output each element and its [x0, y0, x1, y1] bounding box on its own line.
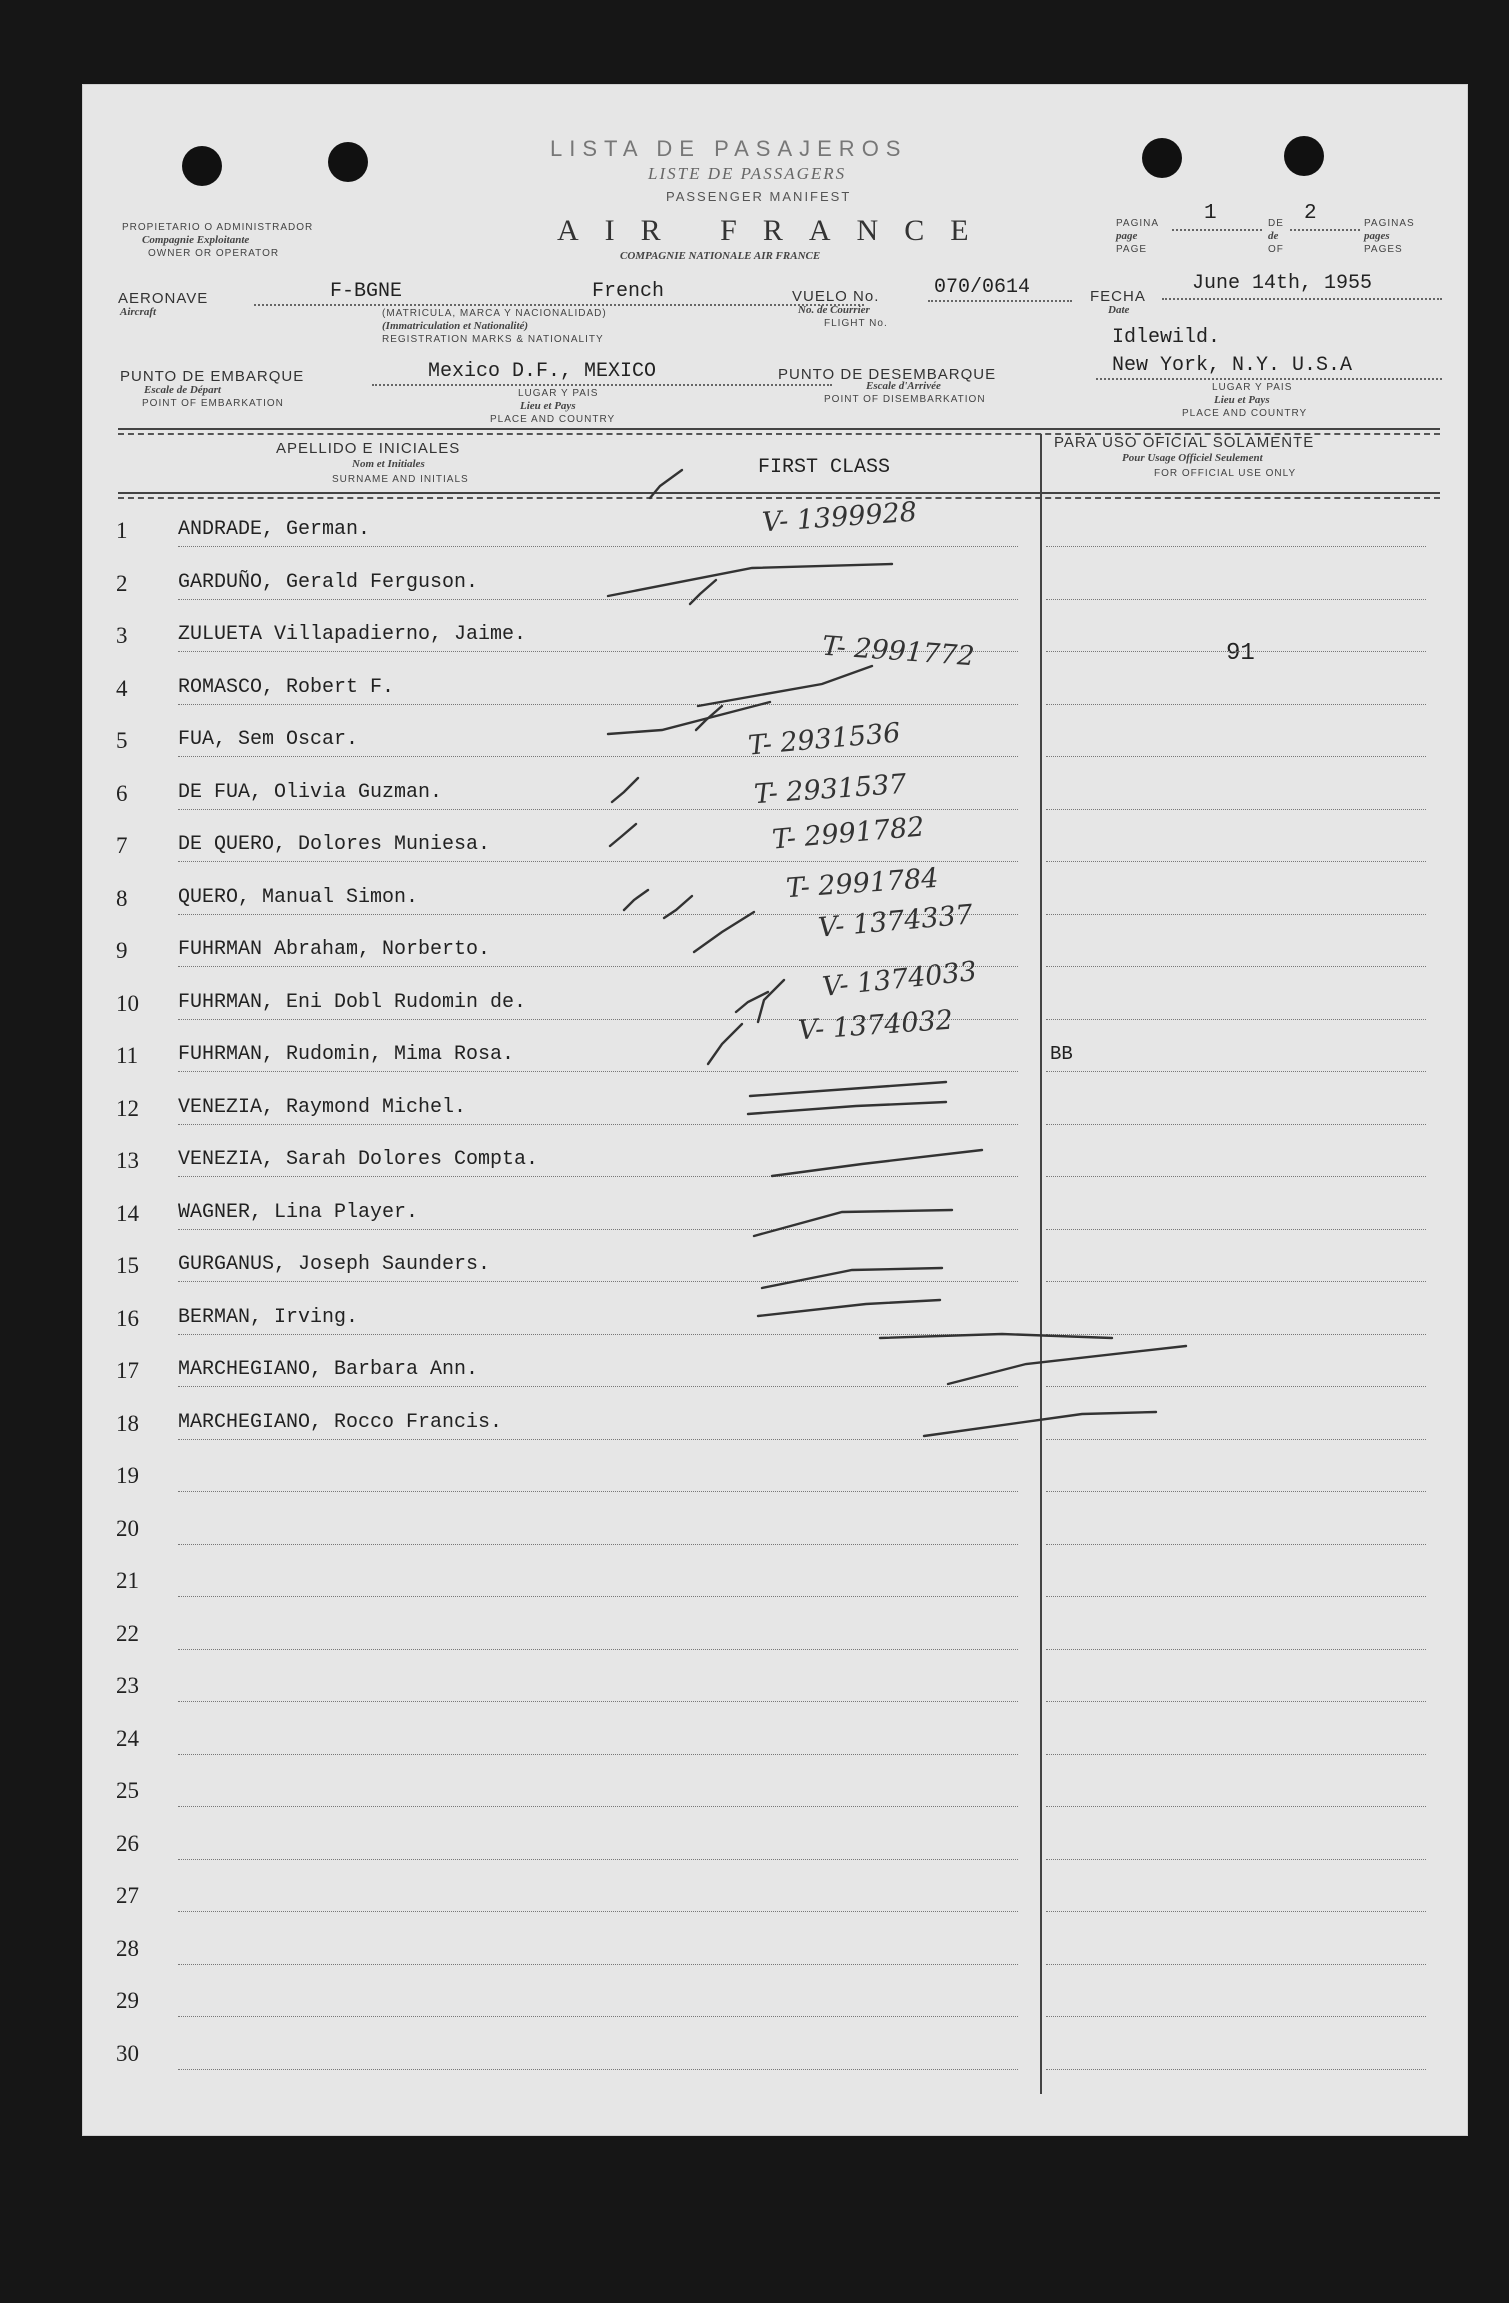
column-name-header-fr: Nom et Initiales: [352, 458, 425, 470]
passenger-name: DE QUERO, Dolores Muniesa.: [178, 833, 491, 856]
disembarkation-sub-es: LUGAR Y PAIS: [1212, 382, 1293, 393]
passenger-name: QUERO, Manual Simon.: [178, 885, 419, 909]
row-number: 27: [116, 1883, 139, 1908]
column-official-header: PARA USO OFICIAL SOLAMENTE: [1054, 434, 1315, 451]
row-number: 30: [116, 2040, 139, 2066]
owner-label-en: OWNER OR OPERATOR: [148, 248, 280, 259]
row-number: 3: [116, 623, 128, 648]
date-value: June 14th, 1955: [1192, 272, 1373, 295]
disembarkation-value: New York, N.Y. U.S.A: [1112, 354, 1353, 377]
row-number: 9: [116, 938, 128, 963]
ticket-number: T- 2931536: [746, 717, 902, 762]
passenger-name: GARDUÑO, Gerald Ferguson.: [178, 570, 479, 594]
column-official-header-fr: Pour Usage Officiel Seulement: [1122, 452, 1263, 464]
row-number: 1: [116, 518, 128, 543]
aircraft-registration: F-BGNE: [330, 280, 403, 303]
aircraft-sub-es: (MATRICULA, MARCA Y NACIONALIDAD): [382, 308, 607, 319]
date-label-fr: Date: [1108, 304, 1130, 316]
column-name-header: APELLIDO E INICIALES: [276, 440, 461, 457]
row-number: 18: [116, 1410, 139, 1436]
row-number: 11: [116, 1043, 139, 1068]
disembarkation-label: PUNTO DE DESEMBARQUE: [778, 366, 997, 383]
passenger-name: ANDRADE, German.: [178, 518, 371, 541]
row-number: 19: [116, 1463, 139, 1488]
passenger-name: DE FUA, Olivia Guzman.: [178, 780, 443, 804]
pages-label-en: PAGES: [1364, 244, 1403, 255]
row-number: 7: [116, 833, 128, 858]
airline-name: AIR FRANCE: [557, 214, 995, 247]
pages-label-es: PAGINAS: [1364, 218, 1415, 229]
of-label-es: DE: [1268, 218, 1284, 229]
row-number: 26: [116, 1830, 139, 1856]
embarkation-value: Mexico D.F., MEXICO: [428, 360, 657, 383]
column-official-header-en: FOR OFFICIAL USE ONLY: [1154, 468, 1297, 479]
column-name-header-en: SURNAME AND INITIALS: [332, 474, 469, 485]
row-number: 12: [116, 1095, 139, 1121]
embarkation-sub-en: PLACE AND COUNTRY: [490, 414, 616, 425]
page-label-en: PAGE: [1116, 244, 1148, 255]
row-number: 29: [116, 1988, 139, 2013]
embarkation-sub-es: LUGAR Y PAIS: [518, 388, 599, 399]
date-label: FECHA: [1090, 288, 1146, 305]
disembarkation-sub-en: PLACE AND COUNTRY: [1182, 408, 1308, 419]
passenger-name: MARCHEGIANO, Barbara Ann.: [178, 1358, 479, 1381]
airline-subtitle: COMPAGNIE NATIONALE AIR FRANCE: [620, 250, 821, 262]
passenger-name: FUA, Sem Oscar.: [178, 728, 359, 751]
official-code: BB: [1050, 1043, 1073, 1065]
row-number: 25: [116, 1778, 139, 1803]
embarkation-label-fr: Escale de Départ: [144, 384, 221, 396]
passenger-name: VENEZIA, Raymond Michel.: [178, 1095, 467, 1119]
handwritten-marks: [82, 84, 1468, 2136]
row-number: 13: [116, 1148, 139, 1173]
passenger-name: VENEZIA, Sarah Dolores Compta.: [178, 1148, 539, 1171]
row-number: 4: [116, 675, 128, 701]
ticket-number: T- 2991784: [785, 862, 940, 905]
row-number: 2: [116, 570, 128, 596]
row-number: 10: [116, 990, 139, 1016]
ticket-number: V- 1399928: [761, 496, 918, 539]
row-number: 20: [116, 1515, 139, 1541]
passenger-name: FUHRMAN, Rudomin, Mima Rosa.: [178, 1043, 515, 1066]
passenger-name: ZULUETA Villapadierno, Jaime.: [178, 623, 527, 646]
aircraft-label-fr: Aircraft: [120, 306, 157, 318]
passenger-name: FUHRMAN Abraham, Norberto.: [178, 938, 491, 961]
of-label-fr: de: [1268, 230, 1279, 242]
row-number: 8: [116, 885, 128, 911]
row-number: 21: [116, 1568, 139, 1593]
flight-label-fr: No. de Courrier: [798, 304, 870, 316]
title-french: LISTE DE PASSAGERS: [648, 164, 847, 183]
disembarkation-label-fr: Escale d'Arrivée: [866, 380, 941, 392]
row-number: 16: [116, 1305, 139, 1331]
page-total: 2: [1304, 202, 1317, 225]
flight-label: VUELO No.: [792, 288, 880, 305]
page-label-es: PAGINA: [1116, 218, 1160, 229]
official-count: 91: [1226, 640, 1255, 667]
row-number: 23: [116, 1673, 139, 1698]
passenger-name: GURGANUS, Joseph Saunders.: [178, 1253, 491, 1276]
ticket-number: T- 2991772: [821, 630, 976, 673]
manifest-sheet: [82, 84, 1468, 2136]
page-number: 1: [1204, 202, 1217, 225]
ticket-number: V- 1374337: [816, 899, 975, 944]
passenger-name: ROMASCO, Robert F.: [178, 675, 395, 699]
ticket-number: V- 1374033: [820, 955, 979, 1004]
aircraft-sub-fr: (Immatriculation et Nationalité): [382, 320, 529, 332]
ticket-number: T- 2991782: [770, 811, 926, 856]
owner-label-fr: Compagnie Exploitante: [142, 234, 250, 246]
embarkation-label-en: POINT OF EMBARKATION: [142, 398, 284, 409]
row-number: 6: [116, 780, 128, 806]
row-number: 14: [116, 1200, 139, 1226]
of-label-en: OF: [1268, 244, 1284, 255]
ticket-number: T- 2931537: [753, 768, 908, 811]
aircraft-nationality: French: [592, 280, 665, 303]
row-number: 15: [116, 1253, 139, 1278]
disembarkation-label-en: POINT OF DISEMBARKATION: [824, 394, 986, 405]
row-number: 24: [116, 1725, 139, 1751]
row-number: 17: [116, 1358, 139, 1383]
row-number: 5: [116, 728, 128, 753]
flight-label-en: FLIGHT No.: [824, 318, 888, 329]
aircraft-sub-en: REGISTRATION MARKS & NATIONALITY: [382, 334, 604, 345]
embarkation-label: PUNTO DE EMBARQUE: [120, 368, 305, 385]
column-class-header: FIRST CLASS: [758, 456, 891, 479]
ticket-number: V- 1374032: [797, 1004, 954, 1047]
page-label-fr: page: [1116, 230, 1138, 242]
row-number: 28: [116, 1935, 139, 1961]
title-english: PASSENGER MANIFEST: [666, 189, 852, 204]
title-spanish: LISTA DE PASAJEROS: [550, 136, 908, 161]
passenger-name: FUHRMAN, Eni Dobl Rudomin de.: [178, 990, 527, 1014]
passenger-name: MARCHEGIANO, Rocco Francis.: [178, 1410, 503, 1434]
disembarkation-airport: Idlewild.: [1112, 326, 1221, 349]
flight-number: 070/0614: [934, 276, 1031, 299]
disembarkation-sub-fr: Lieu et Pays: [1214, 394, 1270, 406]
embarkation-sub-fr: Lieu et Pays: [520, 400, 576, 412]
owner-label-es: PROPIETARIO O ADMINISTRADOR: [122, 222, 314, 233]
aircraft-label: AERONAVE: [118, 290, 209, 307]
pages-label-fr: pages: [1364, 230, 1390, 242]
row-number: 22: [116, 1620, 139, 1646]
passenger-name: WAGNER, Lina Player.: [178, 1200, 419, 1224]
passenger-name: BERMAN, Irving.: [178, 1305, 359, 1329]
